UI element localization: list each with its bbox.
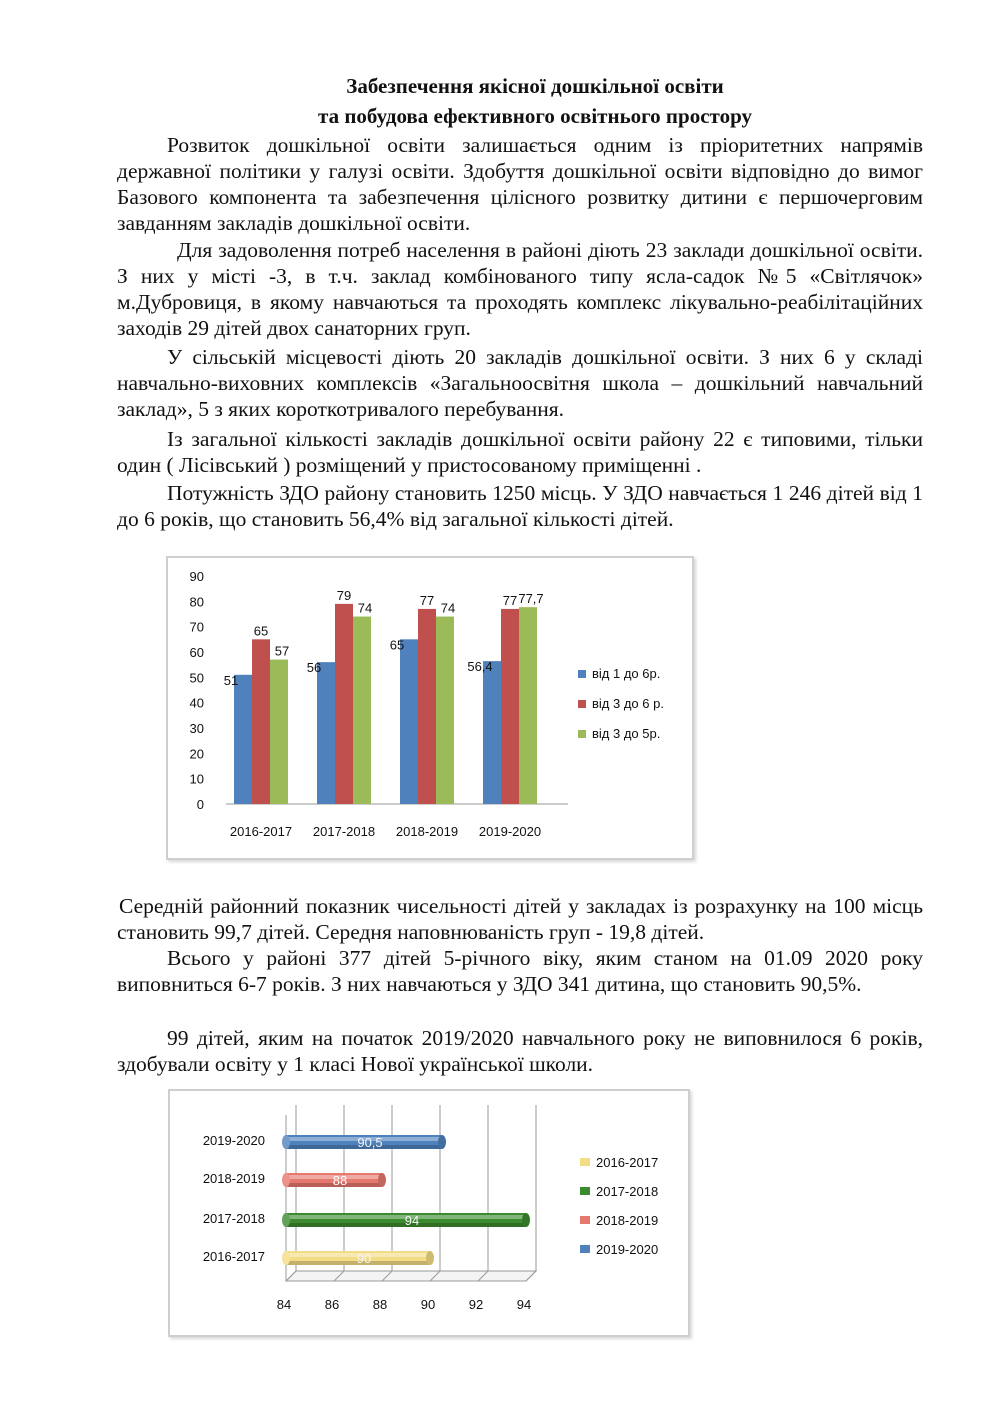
paragraph-8: 99 дітей, яким на початок 2019/2020 навчального року не виповнилося 6 років, здобували освіту у 1 класі Нової української школи. [117, 1026, 923, 1076]
bar-3 [519, 607, 537, 804]
y-tick-label: 2017-2018 [202, 1211, 265, 1226]
cylinder-bar-cap [438, 1135, 446, 1149]
x-tick-label: 2016-2017 [229, 824, 293, 839]
paragraph-3: У сільській місцевості діють 20 закладів дошкільної освіти. З них 6 у складі навчально-виховних комплексів «Загальноосвітня школа – дошкільний навчальний заклад», 5 з яких короткотривалого перебування. [117, 345, 923, 421]
bar-2 [335, 604, 353, 804]
legend-marker [580, 1216, 590, 1224]
data-label: 77,7 [518, 591, 544, 607]
data-label: 77 [419, 592, 435, 608]
x-tick-label: 92 [468, 1297, 484, 1312]
bar-2 [252, 639, 270, 804]
legend-marker [580, 1245, 590, 1253]
y-tick-label: 2018-2019 [202, 1171, 265, 1186]
data-label: 79 [336, 587, 352, 603]
x-tick-label: 86 [324, 1297, 340, 1312]
legend-marker [578, 670, 586, 678]
x-tick-label: 2019-2020 [478, 824, 542, 839]
y-tick-label: 50 [189, 670, 204, 686]
legend-label: від 1 до 6р. [592, 666, 661, 681]
x-tick-label: 2017-2018 [312, 824, 376, 839]
data-label: 65 [389, 637, 405, 653]
y-tick-label: 30 [189, 721, 204, 736]
y-tick-label: 10 [189, 771, 204, 787]
data-label: 74 [357, 600, 373, 616]
chart-2-percent-by-year [170, 1091, 688, 1335]
y-tick-label: 2019-2020 [202, 1133, 265, 1148]
data-label: 77 [502, 592, 518, 608]
y-tick-label: 90 [189, 569, 204, 584]
legend-label: від 3 до 6 р. [592, 696, 664, 711]
data-label: 51 [223, 672, 239, 688]
cylinder-bar-cap [426, 1251, 434, 1265]
data-label: 90 [356, 1251, 372, 1266]
cylinder-bar-base [282, 1251, 290, 1265]
chart-1-age-groups [168, 558, 692, 858]
bar-3 [436, 617, 454, 804]
y-tick-label: 2016-2017 [202, 1249, 265, 1264]
cylinder-bar-base [282, 1213, 290, 1227]
bar-1 [234, 675, 252, 804]
y-tick-label: 20 [189, 746, 204, 762]
legend-label: 2018-2019 [596, 1213, 659, 1228]
y-tick-label: 60 [189, 645, 204, 660]
legend-marker [580, 1158, 590, 1166]
cylinder-bar-base [282, 1173, 290, 1187]
bar-3 [353, 617, 371, 804]
legend-marker [580, 1187, 590, 1195]
legend-label: 2017-2018 [596, 1184, 659, 1199]
chart-2-frame [168, 1089, 690, 1337]
paragraph-1: Розвиток дошкільної освіти залишається одним із пріоритетних напрямів державної політики у галузі освіти. Здобуття дошкільної освіти відповідно до вимог Базового компонента та забезпечення цілісного розвитку дитини є першочерговим завданням закладів дошкільної освіти. [117, 133, 923, 235]
legend-marker [578, 700, 586, 708]
bar-1 [317, 662, 335, 804]
bar-1 [400, 639, 418, 804]
x-tick-label: 94 [516, 1297, 532, 1312]
bar-3 [270, 660, 288, 804]
bar-1 [483, 661, 501, 804]
data-label: 65 [253, 623, 269, 639]
chart-1-frame [166, 556, 694, 860]
paragraph-4: Із загальної кількості закладів дошкільної освіти району 22 є типовими, тільки один ( Лісівський ) розміщений у пристосованому приміщенні . [117, 427, 923, 477]
document-title-line-1: Забезпечення якісної дошкільної освіти [346, 74, 724, 98]
y-tick-label: 80 [189, 594, 204, 610]
bar-2 [501, 609, 519, 804]
paragraph-5: Потужність ЗДО району становить 1250 місць. У ЗДО навчається 1 246 дітей від 1 до 6 років, що становить 56,4% від загальної кількості дітей. [117, 481, 923, 531]
x-tick-label: 88 [372, 1297, 388, 1312]
x-tick-label: 2018-2019 [395, 824, 459, 839]
cylinder-bar-cap [378, 1173, 386, 1187]
bar-2 [418, 609, 436, 804]
paragraph-7: Всього у районі 377 дітей 5-річного віку, яким станом на 01.09 2020 року виповниться 6-7 років. З них навчаються у ЗДО 341 дитина, що становить 90,5%. [117, 946, 923, 996]
cylinder-bar-cap [522, 1213, 530, 1227]
x-tick-label: 90 [420, 1297, 436, 1312]
paragraph-6: Середній районний показник чисельності дітей у закладах із розрахунку на 100 місць становить 99,7 дітей. Середня наповнюваність груп - 19,8 дітей. [117, 894, 923, 944]
data-label: 56,4 [467, 659, 493, 675]
chart-floor [286, 1271, 536, 1281]
x-tick-label: 84 [276, 1297, 292, 1312]
data-label: 94 [404, 1213, 420, 1228]
legend-label: 2019-2020 [596, 1242, 659, 1257]
data-label: 88 [332, 1173, 348, 1188]
data-label: 74 [440, 600, 456, 616]
y-tick-label: 70 [189, 619, 204, 635]
paragraph-2: Для задоволення потреб населення в районі діють 23 заклади дошкільної освіти. З них у місті -3, в т.ч. заклад комбінованого типу ясла-садок №5 «Світлячок» м.Дубровиця, в якому навчаються та проходять комплекс лікувально-реабілітаційних заходів 29 дітей двох санаторних груп. [117, 238, 923, 340]
legend-label: 2016-2017 [596, 1155, 659, 1170]
legend-marker [578, 730, 586, 738]
data-label: 57 [274, 643, 290, 659]
y-tick-label: 0 [196, 797, 204, 812]
cylinder-bar-base [282, 1135, 290, 1149]
document-title-line-2: та побудова ефективного освітнього простору [318, 104, 752, 128]
y-tick-label: 40 [189, 695, 204, 711]
legend-label: від 3 до 5р. [592, 726, 661, 741]
data-label: 90,5 [357, 1135, 383, 1150]
data-label: 56 [306, 660, 322, 676]
